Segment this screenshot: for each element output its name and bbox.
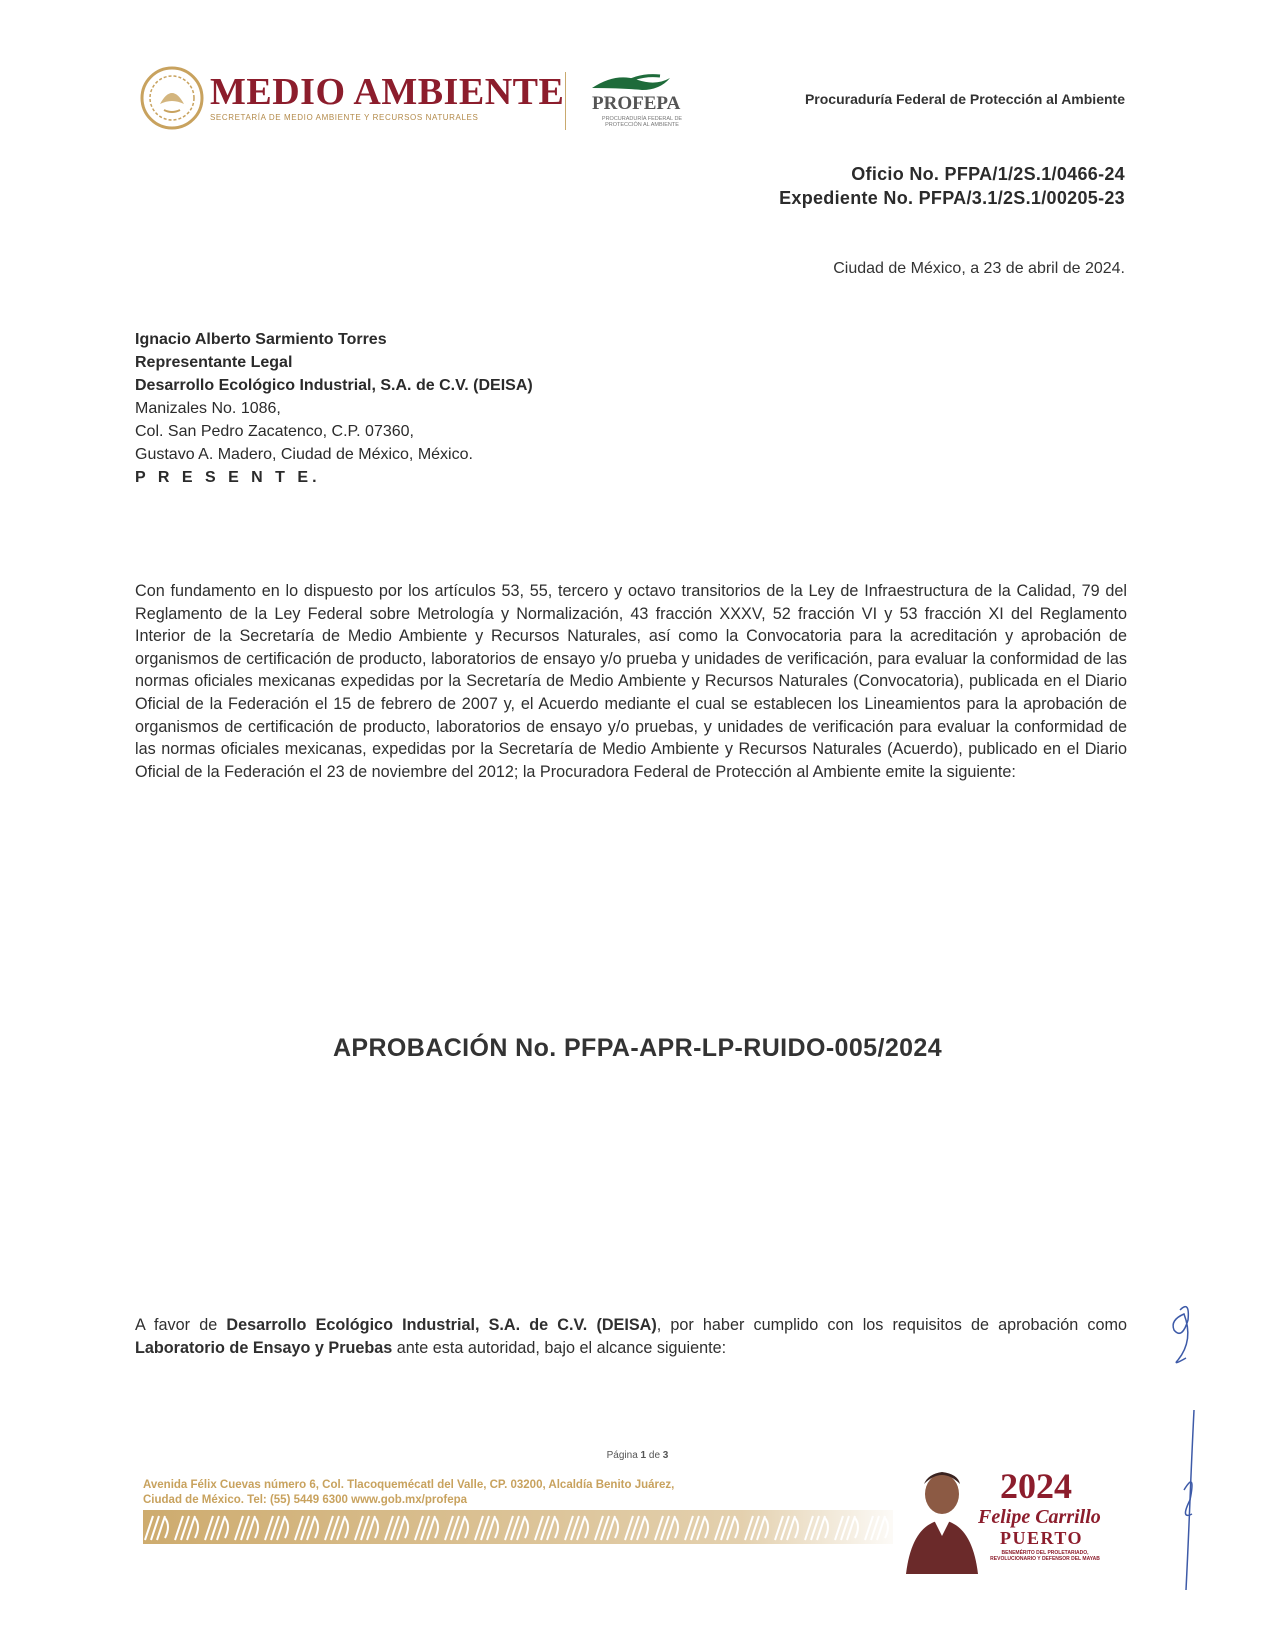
secretaria-title: MEDIO AMBIENTE [210, 71, 565, 113]
page-total: 3 [662, 1450, 669, 1461]
addressee-name: Ignacio Alberto Sarmiento Torres [135, 331, 387, 348]
favor-suffix: ante esta autoridad, bajo el alcance siguiente: [392, 1339, 727, 1357]
header-divider [565, 72, 566, 130]
favor-paragraph [135, 1314, 1127, 1360]
honoree-last-name: PUERTO [1000, 1528, 1084, 1548]
page-current: 1 [640, 1450, 647, 1461]
addressee-city: Gustavo A. Madero, Ciudad de México, México. [135, 446, 473, 463]
legal-basis-paragraph: Con fundamento en lo dispuesto por los artículos 53, 55, tercero y octavo transitorios de la Ley de Infraestructura de la Calidad, 79 del Reglamento de la Ley Federal sobre Metrología y Normalización, 43 fracción XXXV, 52 fracción VI y 53 fracción XI del Reglamento Interior de la Secretaría de Medio Ambiente y Recursos Naturales, así como la Convocatoria para la acreditación y aprobación de organismos de certificación de producto, laboratorios de ensayo y/o prueba y unidades de verificación, para evaluar la conformidad de las normas oficiales mexicanas expedidas por la Secretaría de Medio Ambiente y Recursos Naturales (Convocatoria), publicada en el Diario Oficial de la Federación el 15 de febrero de 2007 y, el Acuerdo mediante el cual se establecen los Lineamientos para la aprobación de organismos de certificación de producto, laboratorios de ensayo y/o pruebas, y unidades de verificación para evaluar la conformidad de las normas oficiales mexicanas, expedidas por la Secretaría de Medio Ambiente y Recursos Naturales (Acuerdo), publicado en el Diario Oficial de la Federación el 23 de noviembre del 2012; la Procuradora Federal de Protección al Ambiente emite la siguiente: [135, 582, 1127, 781]
page-prefix: Página [606, 1450, 641, 1461]
addressee-colonia: Col. San Pedro Zacatenco, C.P. 07360, [135, 423, 414, 440]
addressee-company: Desarrollo Ecológico Industrial, S.A. de C.V. (DEISA) [135, 377, 533, 394]
secretaria-subtitle: SECRETARÍA DE MEDIO AMBIENTE Y RECURSOS NATURALES [210, 113, 479, 122]
page-number [0, 1450, 1275, 1461]
page-mid: de [646, 1450, 663, 1461]
honoree-first-name: Felipe Carrillo [978, 1506, 1101, 1528]
national-seal-icon [140, 64, 204, 132]
approval-title: APROBACIÓN No. PFPA-APR-LP-RUIDO-005/2024 [332, 1034, 943, 1062]
honoree-subtitle: BENEMÉRITO DEL PROLETARIADO, REVOLUCIONARIO Y DEFENSOR DEL MAYAB [990, 1550, 1100, 1562]
footer-address-line2: Ciudad de México. Tel: (55) 5449 6300 www.gob.mx/profepa [143, 1494, 468, 1506]
signature-mark [1160, 1300, 1240, 1630]
profepa-subtitle: PROCURADURÍA FEDERAL DE PROTECCIÓN AL AMBIENTE [601, 116, 683, 128]
decorative-greca [143, 1510, 893, 1544]
footer-address [143, 1478, 843, 1508]
document-date: Ciudad de México, a 23 de abril de 2024. [833, 260, 1125, 277]
presente-label: P R E S E N T E. [135, 469, 321, 486]
year-logo: 2024 [1000, 1466, 1072, 1506]
oficio-number: Oficio No. PFPA/1/2S.1/0466-24 [851, 164, 1125, 184]
footer-address-line1: Avenida Félix Cuevas número 6, Col. Tlacoquemécatl del Valle, CP. 03200, Alcaldía Benito Juárez, [143, 1479, 675, 1491]
agency-name: Procuraduría Federal de Protección al Ambiente [804, 91, 1125, 107]
favor-prefix: A favor de [135, 1316, 227, 1334]
addressee-block [135, 328, 533, 489]
addressee-role: Representante Legal [135, 354, 293, 371]
addressee-street: Manizales No. 1086, [135, 400, 281, 417]
favor-middle: , por haber cumplido con los requisitos de aprobación como [656, 1316, 1127, 1334]
favor-type: Laboratorio de Ensayo y Pruebas [135, 1339, 393, 1357]
portrait-image [898, 1464, 983, 1574]
expediente-number: Expediente No. PFPA/3.1/2S.1/00205-23 [779, 188, 1125, 208]
profepa-name: PROFEPA [592, 93, 681, 114]
favor-company: Desarrollo Ecológico Industrial, S.A. de C.V. (DEISA) [226, 1316, 657, 1334]
